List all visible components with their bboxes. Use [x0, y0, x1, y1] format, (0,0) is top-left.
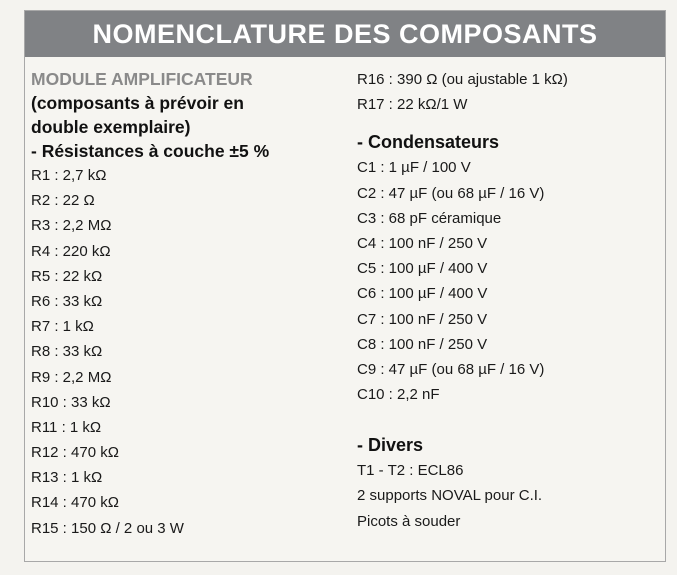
- resistor-item: R4 : 220 kΩ: [31, 242, 111, 260]
- resistor-item: R16 : 390 Ω (ou ajustable 1 kΩ): [357, 71, 568, 88]
- resistor-item: R17 : 22 kΩ/1 W: [357, 96, 468, 114]
- capacitor-item: C10 : 2,2 nF: [357, 386, 440, 404]
- resistor-item: R2 : 22 Ω: [31, 192, 95, 210]
- resistor-item: R14 : 470 kΩ: [31, 494, 119, 512]
- resistor-item: R3 : 2,2 MΩ: [31, 217, 112, 235]
- resistor-item: R13 : 1 kΩ: [31, 469, 103, 487]
- page-title: NOMENCLATURE DES COMPOSANTS: [92, 18, 598, 49]
- spacer: [357, 117, 657, 129]
- misc-item: T1 - T2 : ECL86: [357, 462, 464, 480]
- resistor-item: R11 : 1 kΩ: [31, 418, 102, 436]
- capacitor-item: C3 : 68 pF céramique: [357, 209, 502, 227]
- resistor-item: R15 : 150 Ω / 2 ou 3 W: [31, 519, 184, 537]
- right-column: [357, 67, 657, 534]
- parts-list-box: [24, 10, 666, 562]
- module-heading: MODULE AMPLIFICATEUR: [31, 69, 253, 89]
- capacitor-item: C4 : 100 nF / 250 V: [357, 234, 488, 252]
- resistor-item: R5 : 22 kΩ: [31, 267, 103, 285]
- module-note-line-1: (composants à prévoir en: [31, 93, 244, 113]
- capacitor-item: C5 : 100 µF / 400 V: [357, 260, 488, 278]
- resistor-list: [31, 163, 351, 541]
- capacitor-item: C2 : 47 µF (ou 68 µF / 16 V): [357, 184, 545, 202]
- capacitor-item: C7 : 100 nF / 250 V: [357, 310, 488, 328]
- misc-list: [357, 458, 657, 534]
- resistor-item: R9 : 2,2 MΩ: [31, 368, 112, 386]
- resistors-heading: - Résistances à couche ±5 %: [31, 141, 270, 161]
- capacitor-item: C9 : 47 µF (ou 68 µF / 16 V): [357, 360, 545, 378]
- misc-item: 2 supports NOVAL pour C.I.: [357, 487, 543, 505]
- title-bar: [25, 11, 665, 57]
- resistor-item: R1 : 2,7 kΩ: [31, 167, 107, 184]
- capacitor-item: C8 : 100 nF / 250 V: [357, 335, 488, 353]
- capacitors-heading: - Condensateurs: [357, 132, 500, 153]
- left-column: [31, 67, 351, 541]
- resistor-item: R8 : 33 kΩ: [31, 343, 103, 361]
- resistor-item: R12 : 470 kΩ: [31, 444, 119, 462]
- resistor-item: R6 : 33 kΩ: [31, 292, 103, 310]
- capacitor-list: [357, 155, 657, 407]
- capacitor-item: C6 : 100 µF / 400 V: [357, 285, 488, 303]
- misc-item: Picots à souder: [357, 512, 461, 530]
- misc-heading: - Divers: [357, 435, 424, 456]
- capacitor-item: C1 : 1 µF / 100 V: [357, 159, 471, 177]
- resistor-item: R10 : 33 kΩ: [31, 393, 111, 411]
- resistor-item: R7 : 1 kΩ: [31, 318, 94, 336]
- module-note-line-2: double exemplaire): [31, 117, 191, 137]
- spacer: [357, 407, 657, 432]
